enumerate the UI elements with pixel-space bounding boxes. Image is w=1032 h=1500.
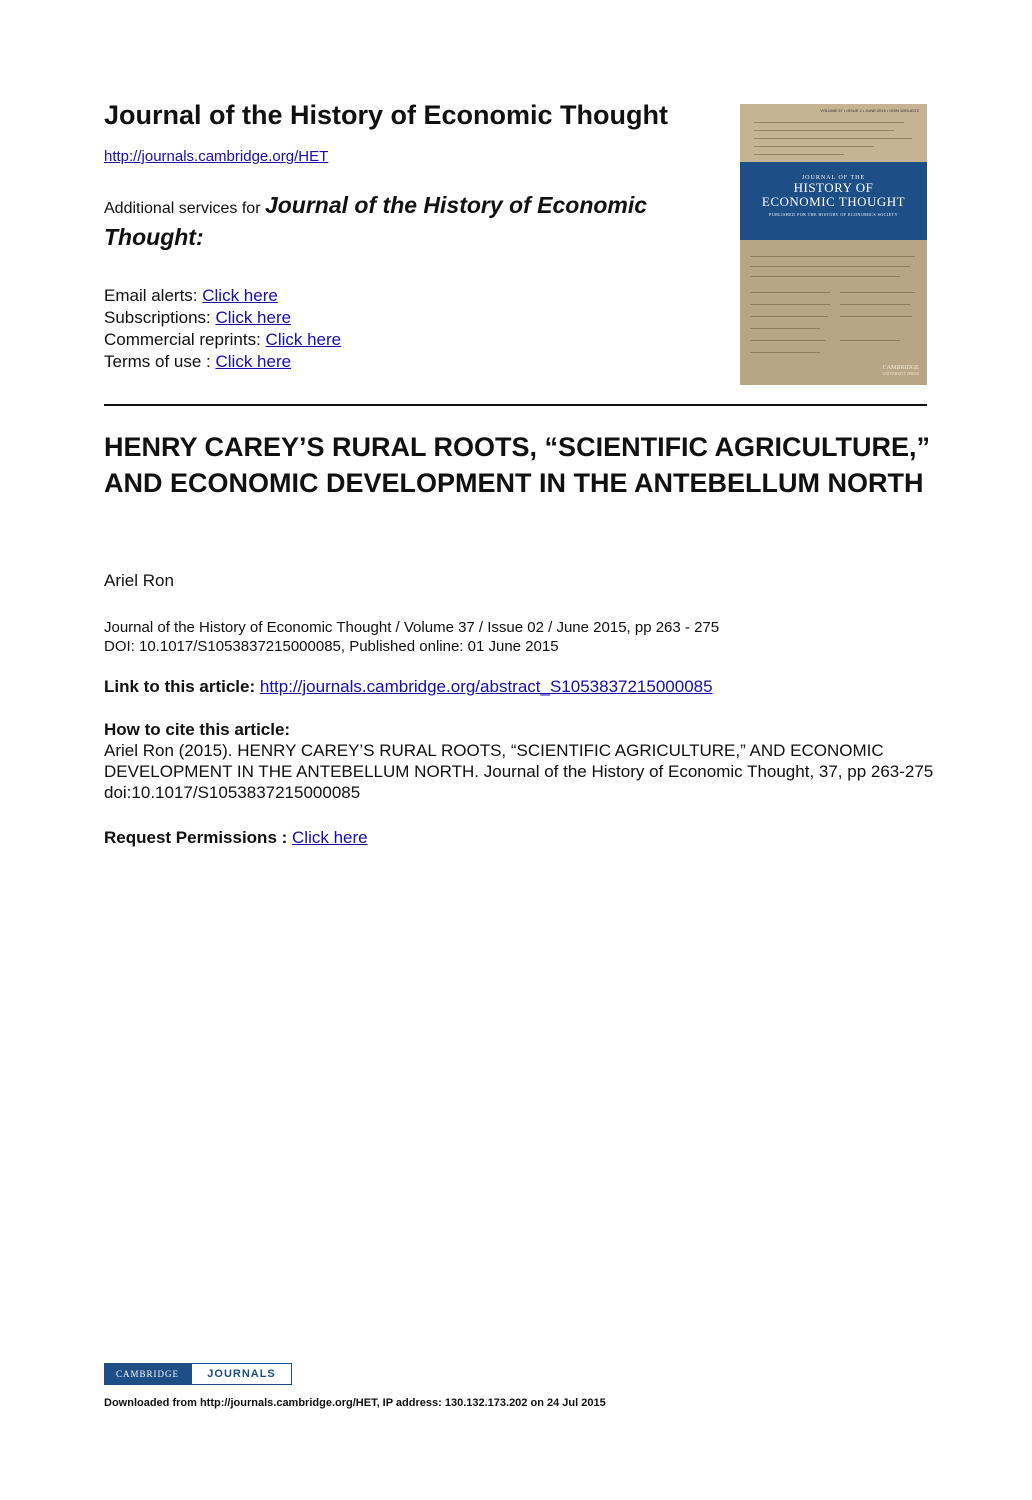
cover-scribble	[750, 352, 820, 353]
cover-publisher-sub: UNIVERSITY PRESS	[882, 371, 919, 376]
commercial-reprints-link[interactable]: Click here	[265, 330, 342, 349]
cover-scribble	[750, 340, 826, 341]
cover-scribble	[840, 340, 900, 341]
additional-services-journal: Journal of the History of Economic Thought:	[104, 192, 648, 250]
cover-scribble	[750, 316, 828, 317]
cover-scribble	[840, 316, 912, 317]
article-doi: DOI: 10.1017/S1053837215000085, Published online: 01 June 2015	[104, 638, 559, 655]
cover-line1: JOURNAL OF THE	[801, 175, 866, 181]
cover-scribble	[750, 292, 830, 293]
service-label: Commercial reprints:	[104, 330, 266, 349]
cover-scribble	[754, 154, 844, 155]
cover-line3: ECONOMIC THOUGHT	[761, 194, 906, 209]
journals-logo-text: JOURNALS	[191, 1363, 292, 1385]
download-note: Downloaded from http://journals.cambridge.org/HET, IP address: 130.132.173.202 on 24 Jul 2015	[104, 1397, 606, 1409]
journal-url-link[interactable]: http://journals.cambridge.org/HET	[104, 148, 329, 165]
request-permissions-link[interactable]: Click here	[292, 828, 368, 847]
request-permissions	[104, 828, 368, 848]
cover-scribble	[754, 138, 912, 139]
cover-scribble	[750, 276, 900, 277]
service-terms-of-use	[104, 351, 341, 373]
how-to-cite-label: How to cite this article:	[104, 720, 291, 739]
service-email-alerts	[104, 285, 341, 307]
cover-publisher: CAMBRIDGE	[882, 365, 919, 371]
terms-of-use-link[interactable]: Click here	[215, 352, 292, 371]
section-divider	[104, 404, 927, 406]
cover-scribble	[750, 304, 830, 305]
cover-publisher-logo	[882, 365, 919, 377]
cambridge-logo-text: CAMBRIDGE	[104, 1363, 191, 1385]
cover-scribble	[750, 256, 915, 257]
additional-services-prefix: Additional services for	[104, 200, 265, 217]
article-author: Ariel Ron	[104, 571, 174, 590]
cover-title-band	[740, 162, 927, 240]
cambridge-journals-logo	[104, 1363, 292, 1385]
cover-scribble	[840, 304, 910, 305]
service-label: Terms of use :	[104, 352, 216, 371]
service-subscriptions	[104, 307, 341, 329]
cover-scribble	[750, 266, 910, 267]
additional-services	[104, 191, 724, 255]
citation-meta	[104, 618, 719, 656]
how-to-cite-text: Ariel Ron (2015). HENRY CAREY’S RURAL ROOTS, “SCIENTIFIC AGRICULTURE,” AND ECONOMIC DEVELOPMENT IN THE ANTEBELLUM NORTH. Journal of the History of Economic Thought, 37, pp 263-275 doi:10.1017/S1053837215000085	[104, 741, 934, 802]
subscriptions-link[interactable]: Click here	[215, 308, 292, 327]
service-label: Email alerts:	[104, 286, 203, 305]
request-permissions-label: Request Permissions :	[104, 828, 293, 847]
how-to-cite	[104, 719, 944, 803]
cover-scribble	[750, 328, 820, 329]
cover-scribble	[840, 292, 915, 293]
cover-scribble	[754, 130, 894, 131]
cover-scribble	[754, 146, 874, 147]
cover-scribble	[754, 122, 904, 123]
article-link[interactable]: http://journals.cambridge.org/abstract_S1053837215000085	[259, 677, 713, 696]
service-label: Subscriptions:	[104, 308, 216, 327]
services-list	[104, 285, 341, 373]
article-source: Journal of the History of Economic Thought / Volume 37 / Issue 02 / June 2015, pp 263 - 275	[104, 619, 720, 636]
journal-title: Journal of the History of Economic Thought	[104, 100, 668, 130]
link-to-article-label: Link to this article:	[104, 677, 260, 696]
cover-line4: PUBLISHED FOR THE HISTORY OF ECONOMICS SOCIETY	[769, 212, 898, 217]
cover-line2: HISTORY OF	[793, 180, 874, 195]
article-title: HENRY CAREY’S RURAL ROOTS, “SCIENTIFIC AGRICULTURE,” AND ECONOMIC DEVELOPMENT IN THE ANTEBELLUM NORTH	[104, 432, 931, 498]
link-to-article	[104, 677, 713, 697]
journal-cover-image	[740, 104, 927, 385]
service-commercial-reprints	[104, 329, 341, 351]
email-alerts-link[interactable]: Click here	[202, 286, 278, 305]
cover-top-line: VOLUME 37 • ISSUE 2 • JUNE 2015 • ISSN 1053-8372	[820, 108, 919, 113]
